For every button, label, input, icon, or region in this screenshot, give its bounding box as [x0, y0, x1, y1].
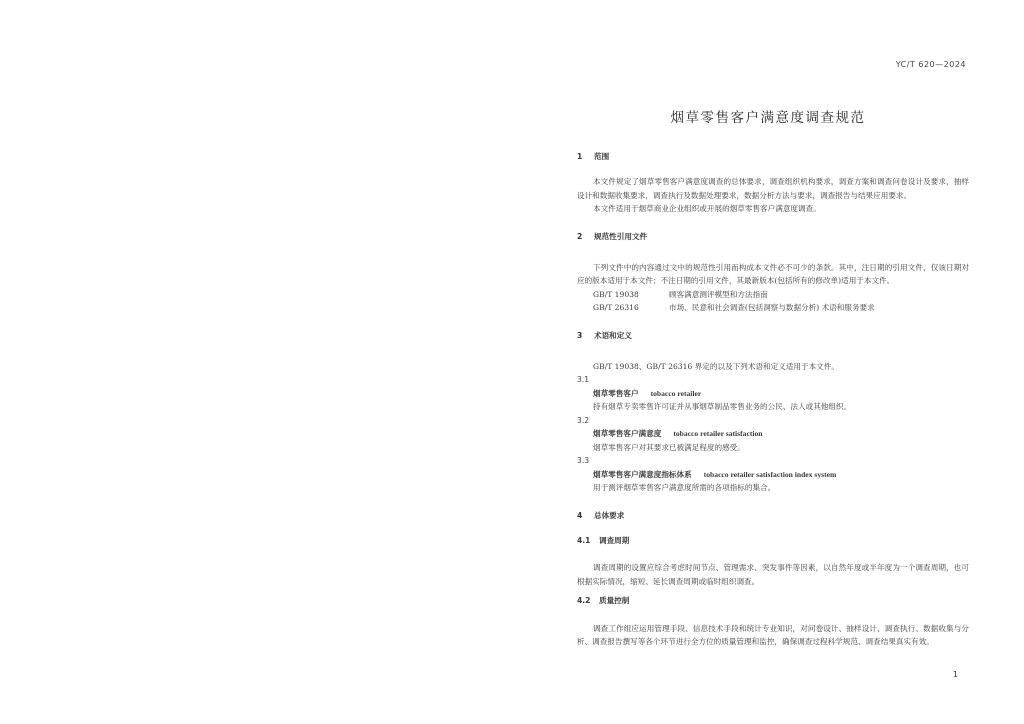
reference-code: GB/T 19038 [593, 289, 639, 299]
subsection-4-1-heading [577, 534, 969, 548]
normative-reference [577, 301, 969, 315]
reference-title: 市场、民意和社会调查(包括洞察与数据分析) 术语和服务要求 [669, 303, 875, 312]
term-number: 3.1 [577, 375, 590, 384]
term-number: 3.3 [577, 456, 590, 465]
term-name-en: tobacco retailer satisfaction [673, 429, 763, 438]
term-definition: 用于测评烟草零售客户满意度所需的各项指标的集合。 [593, 483, 776, 492]
term-name-en: tobacco retailer satisfaction index system [703, 469, 837, 479]
section-2-heading [577, 230, 969, 243]
section-1-heading [577, 150, 969, 163]
subsection-4-1-paragraph: 调查周期的设置应综合考虑时间节点、管理需求、突发事件等因素，以自然年度或半年度为一个调查周期，也可根据实际情况，缩短、延长调查周期或临时组织调查。 [577, 563, 969, 586]
subsection-number: 4.2 [577, 596, 591, 605]
subsection-4-2-paragraph: 调查工作组应运用管理手段、信息技术手段和统计专业知识，对问卷设计、抽样设计、调查执行、数据收集与分析、调查报告撰写等各个环节进行全方位的质量管理和监控，确保调查过程科学规范、调查结果真实有效。 [577, 623, 969, 646]
term-name [577, 427, 969, 441]
section-number: 4 [577, 510, 583, 520]
subsection-title: 质量控制 [599, 596, 630, 605]
term-name-en: tobacco retailer [650, 388, 702, 398]
subsection-number: 4.1 [577, 535, 591, 545]
document-body [577, 150, 969, 649]
subsection-title: 调查周期 [599, 535, 630, 545]
section-number: 2 [577, 231, 583, 241]
section-3-heading [577, 329, 969, 342]
section-1-paragraph-2: 本文件适用于烟草商业企业组织或开展的烟草零售客户满意度调查。 [593, 204, 821, 213]
term-name-zh: 烟草零售客户满意度 [593, 429, 662, 438]
section-2-paragraph: 下列文件中的内容通过文中的规范性引用而构成本文件必不可少的条款。其中，注日期的引用文件，仅该日期对应的版本适用于本文件；不注日期的引用文件，其最新版本(包括所有的修改单)适用于本文件。 [577, 262, 969, 285]
section-number: 1 [577, 152, 583, 161]
section-title: 规范性引用文件 [594, 231, 648, 241]
normative-reference [577, 288, 969, 302]
standard-code-header: YC/T 620—2024 [895, 60, 966, 69]
section-4-heading [577, 509, 969, 522]
term-name-zh: 烟草零售客户满意度指标体系 [593, 469, 692, 479]
document-title: 烟草零售客户满意度调查规范 [670, 110, 866, 126]
term-name [577, 387, 969, 401]
page-number: 1 [952, 670, 958, 679]
section-1-paragraph-1: 本文件规定了烟草零售客户满意度调查的总体要求，调查组织机构要求，调查方案和调查问卷设计及要求，抽样设计和数据收集要求，调查执行及数据处理要求，数据分析方法与要求，调查报告与结果应用要求。 [577, 177, 969, 200]
section-title: 总体要求 [594, 510, 625, 520]
term-name-zh: 烟草零售客户 [593, 388, 639, 398]
term-definition: 持有烟草专卖零售许可证并从事烟草制品零售业务的公民、法人或其他组织。 [593, 402, 852, 411]
reference-code: GB/T 26316 [593, 303, 639, 312]
reference-title: 顾客满意测评模型和方法指南 [669, 289, 768, 299]
section-number: 3 [577, 330, 583, 340]
section-3-intro: GB/T 19038、GB/T 26316 界定的以及下列术语和定义适用于本文件。 [593, 361, 839, 371]
section-title: 术语和定义 [594, 330, 632, 340]
section-title: 范围 [594, 152, 610, 161]
term-number: 3.2 [577, 415, 590, 425]
term-definition: 烟草零售客户对其要求已被满足程度的感受。 [593, 442, 745, 452]
term-name [577, 468, 969, 482]
subsection-4-2-heading [577, 594, 969, 608]
